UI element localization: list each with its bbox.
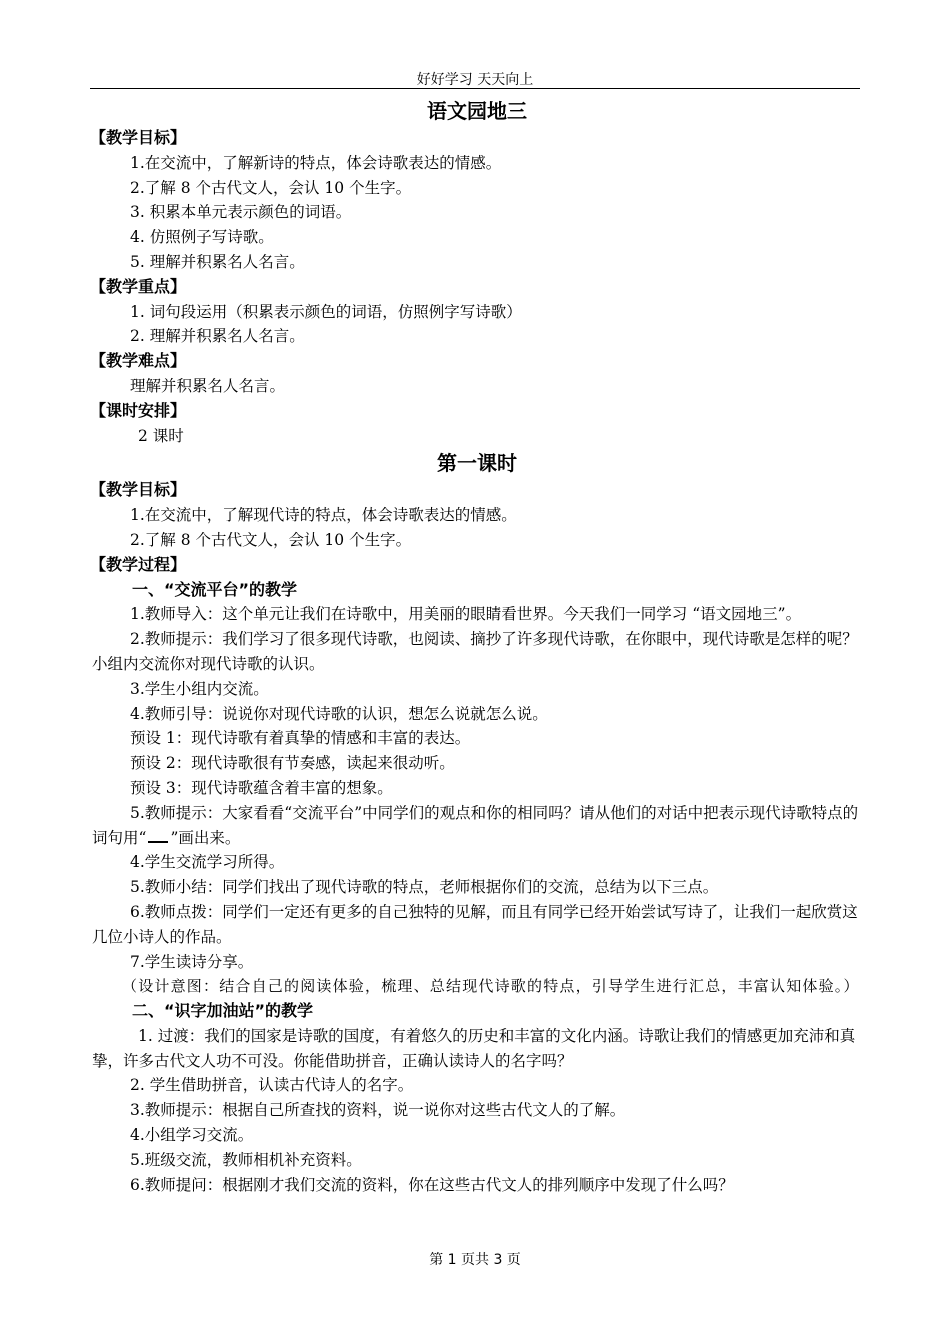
part2-heading: 二、“识字加油站”的教学 xyxy=(132,1001,314,1021)
page-footer: 第 1 页共 3 页 xyxy=(429,1252,521,1268)
part1-item: 7.学生读诗分享。 xyxy=(130,952,254,971)
preset-item: 预设 2：现代诗歌很有节奏感，读起来很动听。 xyxy=(130,754,455,773)
page-header: 好好学习 天天向上 xyxy=(416,72,534,88)
part1-item-tail: ”画出来。 xyxy=(170,828,241,847)
part2-item: 1. 过渡：我们的国家是诗歌的国度，有着悠久的历史和丰富的文化内涵。诗歌让我们的情感更加充沛和真挚，许多古代文人功不可没。你能借助拼音，正确认读诗人的名字吗？ xyxy=(92,1026,856,1070)
objective-item: 4. 仿照例子写诗歌。 xyxy=(130,228,274,247)
key-point-item: 1. 词句段运用（积累表示颜色的词语，仿照例字写诗歌） xyxy=(130,302,522,321)
part2-item: 5.班级交流，教师相机补充资料。 xyxy=(130,1150,362,1169)
lesson1-objective-item: 1.在交流中，了解现代诗的特点，体会诗歌表达的情感。 xyxy=(130,506,517,525)
preset-item: 预设 3：现代诗歌蕴含着丰富的想象。 xyxy=(130,778,393,797)
document-title: 语文园地三 xyxy=(427,99,527,123)
part2-item: 6.教师提问：根据刚才我们交流的资料，你在这些古代文人的排列顺序中发现了什么吗？ xyxy=(130,1175,734,1194)
part1-item: 3.学生小组内交流。 xyxy=(130,679,269,698)
underline-blank xyxy=(148,827,168,843)
document-body xyxy=(92,96,862,1197)
process-heading: 【教学过程】 xyxy=(90,554,187,574)
preset-item: 预设 1：现代诗歌有着真挚的情感和丰富的表达。 xyxy=(130,729,471,748)
lesson1-title: 第一课时 xyxy=(437,451,517,476)
difficulty-text: 理解并积累名人名言。 xyxy=(130,376,286,395)
part1-item: 6.教师点拨：同学们一定还有更多的自己独特的见解，而且有同学已经开始尝试写诗了，让我们一起欣赏这几位小诗人的作品。 xyxy=(92,902,858,946)
objective-item: 5. 理解并积累名人名言。 xyxy=(130,252,305,271)
schedule-heading: 【课时安排】 xyxy=(90,400,187,420)
design-note: （设计意图：结合自己的阅读体验，梳理、总结现代诗歌的特点，引导学生进行汇总，丰富认知体验。） xyxy=(122,977,860,996)
part1-item: 4.学生交流学习所得。 xyxy=(130,853,285,872)
part1-item: 1.教师导入：这个单元让我们在诗歌中，用美丽的眼睛看世界。今天我们一同学习 “语文园地三”。 xyxy=(130,605,802,624)
part2-item: 3.教师提示：根据自己所查找的资料，说一说你对这些古代文人的了解。 xyxy=(130,1101,626,1120)
part1-heading: 一、“交流平台”的教学 xyxy=(132,579,298,599)
objective-item: 2.了解 8 个古代文人，会认 10 个生字。 xyxy=(130,178,412,197)
schedule-text: 2 课时 xyxy=(138,426,184,445)
header-rule xyxy=(90,88,860,89)
part1-item: 5.教师小结：同学们找出了现代诗歌的特点，老师根据你们的交流，总结为以下三点。 xyxy=(130,878,719,897)
part1-item: 4.教师引导：说说你对现代诗歌的认识，想怎么说就怎么说。 xyxy=(130,704,548,723)
part2-item: 2. 学生借助拼音，认读古代诗人的名字。 xyxy=(130,1076,414,1095)
part1-item xyxy=(92,801,862,851)
difficulty-heading: 【教学难点】 xyxy=(90,351,187,371)
part1-item-text: 5.教师提示：大家看看“交流平台”中同学们的观点和你的相同吗？请从他们的对话中把表示现代诗歌特点的词句用“ xyxy=(92,803,859,847)
objective-item: 1.在交流中，了解新诗的特点，体会诗歌表达的情感。 xyxy=(130,153,502,172)
lesson1-objectives-heading: 【教学目标】 xyxy=(90,480,187,500)
part2-item: 4.小组学习交流。 xyxy=(130,1126,254,1145)
objective-item: 3. 积累本单元表示颜色的词语。 xyxy=(130,203,352,222)
objectives-heading: 【教学目标】 xyxy=(90,128,187,147)
key-points-heading: 【教学重点】 xyxy=(90,276,187,296)
part1-item: 2.教师提示：我们学习了很多现代诗歌，也阅读、摘抄了许多现代诗歌，在你眼中，现代诗歌是怎样的呢？小组内交流你对现代诗歌的认识。 xyxy=(92,630,858,673)
key-point-item: 2. 理解并积累名人名言。 xyxy=(130,327,305,346)
lesson1-objective-item: 2.了解 8 个古代文人，会认 10 个生字。 xyxy=(130,530,412,549)
